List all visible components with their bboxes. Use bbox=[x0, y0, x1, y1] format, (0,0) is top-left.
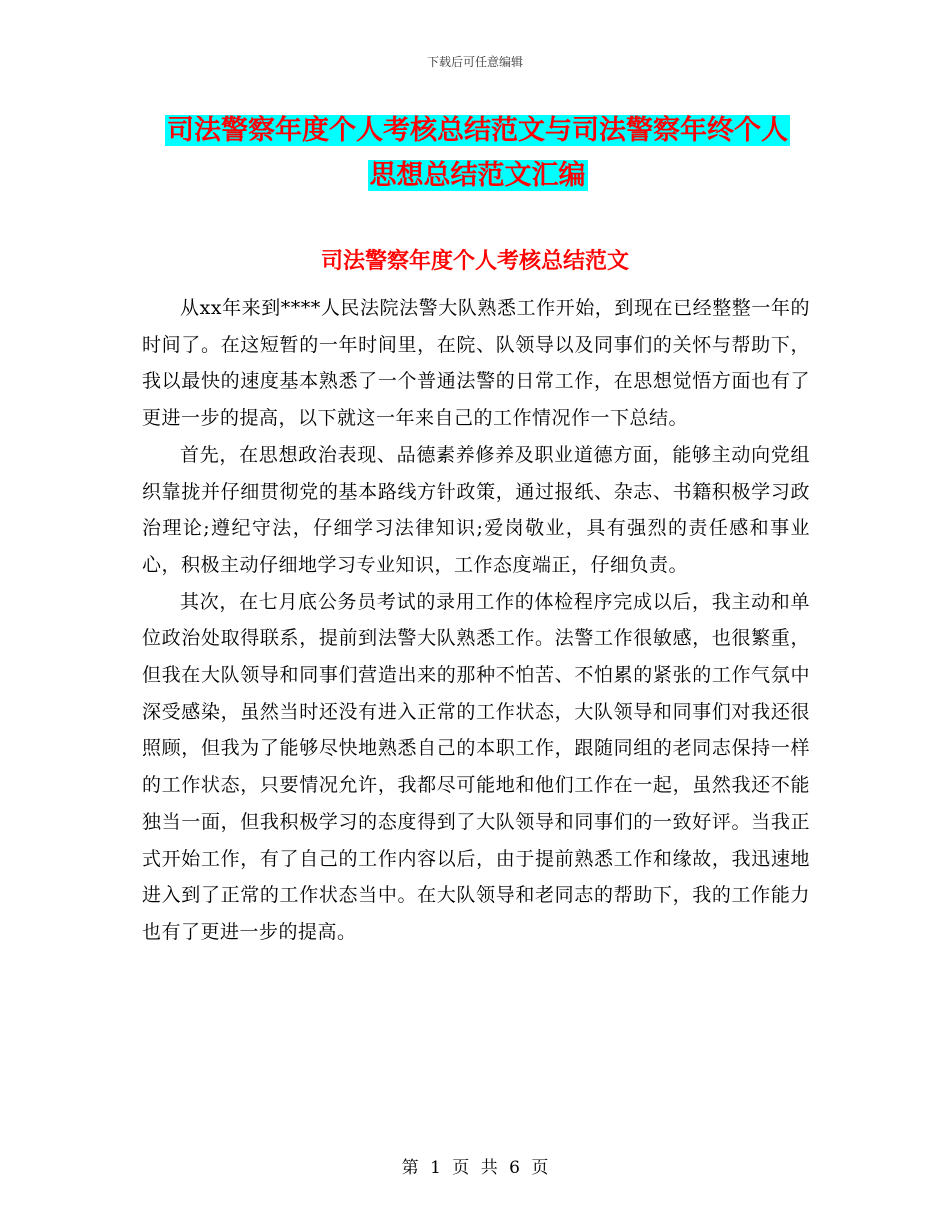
paragraph: 首先，在思想政治表现、品德素养修养及职业道德方面，能够主动向党组织靠拢并仔细贯彻党的基本路线方针政策，通过报纸、杂志、书籍积极学习政治理论;遵纪守法，仔细学习法律知识;爱岗敬业，具有强烈的责任感和事业心，积极主动仔细地学习专业知识，工作态度端正，仔细负责。 bbox=[142, 443, 810, 576]
document-title-line-1: 司法警察年度个人考核总结范文与司法警察年终个人 bbox=[167, 115, 788, 146]
page-number: 第 1 页 共 6 页 bbox=[401, 1158, 549, 1178]
section-heading: 司法警察年度个人考核总结范文 bbox=[320, 249, 629, 274]
paragraph: 从xx年来到****人民法院法警大队熟悉工作开始，到现在已经整整一年的时间了。在这短暂的一年时间里，在院、队领导以及同事们的关怀与帮助下，我以最快的速度基本熟悉了一个普通法警的日常工作，在思想觉悟方面也有了更进一步的提高，以下就这一年来自己的工作情况作一下总结。 bbox=[142, 297, 810, 430]
document-title bbox=[145, 108, 810, 198]
document-body bbox=[142, 290, 810, 951]
header-note: 下载后可任意编辑 bbox=[426, 55, 523, 69]
paragraph: 其次，在七月底公务员考试的录用工作的体检程序完成以后，我主动和单位政治处取得联系，提前到法警大队熟悉工作。法警工作很敏感，也很繁重，但我在大队领导和同事们营造出来的那种不怕苦、不怕累的紧张的工作气氛中深受感染，虽然当时还没有进入正常的工作状态，大队领导和同事们对我还很照顾，但我为了能够尽快地熟悉自己的本职工作，跟随同组的老同志保持一样的工作状态，只要情况允许，我都尽可能地和他们工作在一起，虽然我还不能独当一面，但我积极学习的态度得到了大队领导和同事们的一致好评。当我正式开始工作，有了自己的工作内容以后，由于提前熟悉工作和缘故，我迅速地进入到了正常的工作状态当中。在大队领导和老同志的帮助下，我的工作能力也有了更进一步的提高。 bbox=[142, 590, 810, 943]
document-title-line-2: 思想总结范文汇编 bbox=[369, 160, 586, 191]
